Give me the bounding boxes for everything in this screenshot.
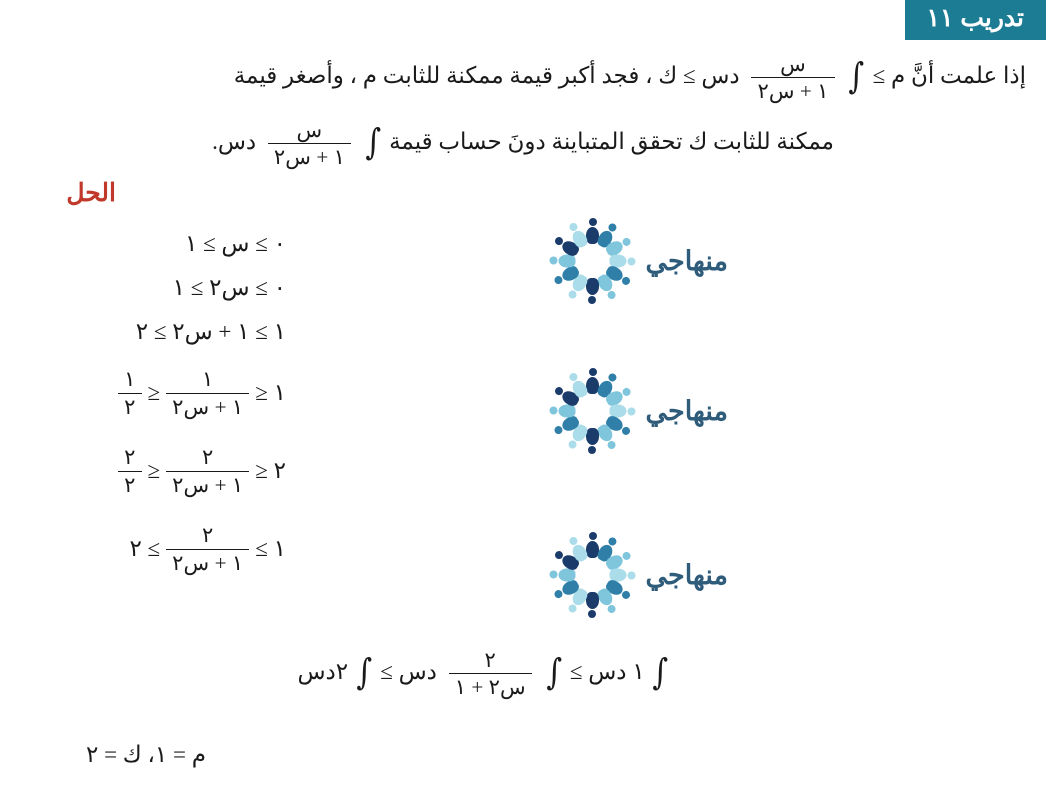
step-6-left: ١ ≥ bbox=[255, 536, 286, 561]
step-1-equation: ٠ ≥ س ≥ ١ bbox=[184, 231, 286, 256]
fraction-2-denominator: ١ + س٢ bbox=[268, 143, 351, 169]
solution-step-2 bbox=[40, 266, 1046, 310]
step-3-equation: ١ ≥ ١ + س٢ ≥ ٢ bbox=[135, 319, 286, 344]
step-5-fraction-right-denominator: ٢ bbox=[118, 471, 141, 497]
step-5-fraction-right-numerator: ٢ bbox=[124, 445, 136, 470]
integral-sign-icon: ∫ bbox=[652, 652, 669, 694]
step-4-relation: ≤ bbox=[147, 380, 161, 405]
final-integral-left: ١ دس ≥ bbox=[569, 659, 645, 685]
step-5-fraction-right bbox=[118, 445, 141, 497]
fraction-2-numerator: س bbox=[296, 117, 323, 142]
integral-sign-icon: ∫ bbox=[545, 652, 562, 694]
solution-step-5 bbox=[40, 432, 1046, 510]
step-4-fraction-right-numerator: ١ bbox=[124, 367, 136, 392]
final-integral-line bbox=[297, 648, 671, 700]
exercise-badge bbox=[905, 0, 1046, 40]
watermark-manhaji-1 bbox=[550, 218, 728, 304]
problem-statement-line-1 bbox=[20, 52, 1026, 104]
final-integral-fraction-denominator: س٢ + ١ bbox=[449, 673, 532, 699]
step-5-fraction-left-numerator: ٢ bbox=[202, 445, 214, 470]
final-integral-tail: ٢دس bbox=[297, 659, 349, 685]
solution-step-1 bbox=[40, 222, 1046, 266]
problem-text-a: إذا علمت أنَّ م ≥ bbox=[872, 63, 1026, 89]
final-integral-fraction-numerator: ٢ bbox=[484, 648, 496, 672]
final-values-line: م = ١، ك = ٢ bbox=[85, 742, 206, 767]
solution-step-6 bbox=[40, 510, 1046, 588]
final-integral-fraction bbox=[449, 648, 532, 700]
step-4-fraction-right-denominator: ٢ bbox=[118, 393, 141, 419]
fraction-1-denominator: ١ + س٢ bbox=[751, 77, 834, 103]
solution-step-3 bbox=[40, 310, 1046, 354]
step-5-relation: ≤ bbox=[147, 458, 161, 483]
step-4-fraction-right bbox=[118, 367, 141, 419]
solution-label: الحل bbox=[66, 180, 116, 207]
step-6-fraction bbox=[166, 523, 249, 575]
step-5-fraction-left-denominator: ١ + س٢ bbox=[166, 471, 249, 497]
problem-text-c: ممكنة للثابت ك تحقق المتباينة دونَ حساب قيمة bbox=[389, 128, 834, 154]
integral-sign-icon: ∫ bbox=[365, 122, 381, 164]
fraction-2 bbox=[268, 118, 351, 170]
watermark-text: منهاجي bbox=[645, 245, 728, 276]
watermark-logo-icon bbox=[550, 532, 636, 618]
integral-sign-icon: ∫ bbox=[356, 652, 373, 694]
step-4-left: ١ ≤ bbox=[255, 380, 286, 405]
step-2-equation: ٠ ≥ س٢ ≥ ١ bbox=[172, 275, 286, 300]
problem-statement bbox=[20, 52, 1026, 169]
watermark-text: منهاجي bbox=[645, 559, 728, 590]
problem-text-b: دس ≥ ك ، فجد أكبر قيمة ممكنة للثابت م ، وأصغر قيمة bbox=[233, 63, 740, 89]
step-5-left: ٢ ≤ bbox=[255, 458, 286, 483]
problem-statement-line-2 bbox=[20, 118, 1026, 170]
solution-step-4 bbox=[40, 354, 1046, 432]
watermark-manhaji-2 bbox=[550, 368, 728, 454]
step-4-fraction-left bbox=[166, 367, 249, 419]
exercise-badge-label: تدريب ١١ bbox=[926, 4, 1024, 32]
step-6-right: ≥ ٢ bbox=[129, 536, 161, 561]
step-6-fraction-numerator: ٢ bbox=[202, 523, 214, 548]
watermark-manhaji-3 bbox=[550, 532, 728, 618]
step-4-fraction-left-denominator: ١ + س٢ bbox=[166, 393, 249, 419]
step-4-fraction-left-numerator: ١ bbox=[202, 367, 214, 392]
watermark-logo-icon bbox=[550, 368, 636, 454]
step-6-fraction-denominator: ١ + س٢ bbox=[166, 549, 249, 575]
fraction-1-numerator: س bbox=[780, 52, 806, 76]
final-integral-right: دس ≥ bbox=[380, 659, 437, 685]
fraction-1 bbox=[751, 52, 834, 104]
watermark-logo-icon bbox=[550, 218, 636, 304]
integral-sign-icon: ∫ bbox=[848, 56, 865, 98]
problem-text-d: دس. bbox=[212, 128, 257, 154]
step-5-fraction-left bbox=[166, 445, 249, 497]
watermark-text: منهاجي bbox=[645, 395, 728, 426]
solution-steps bbox=[40, 222, 1046, 588]
